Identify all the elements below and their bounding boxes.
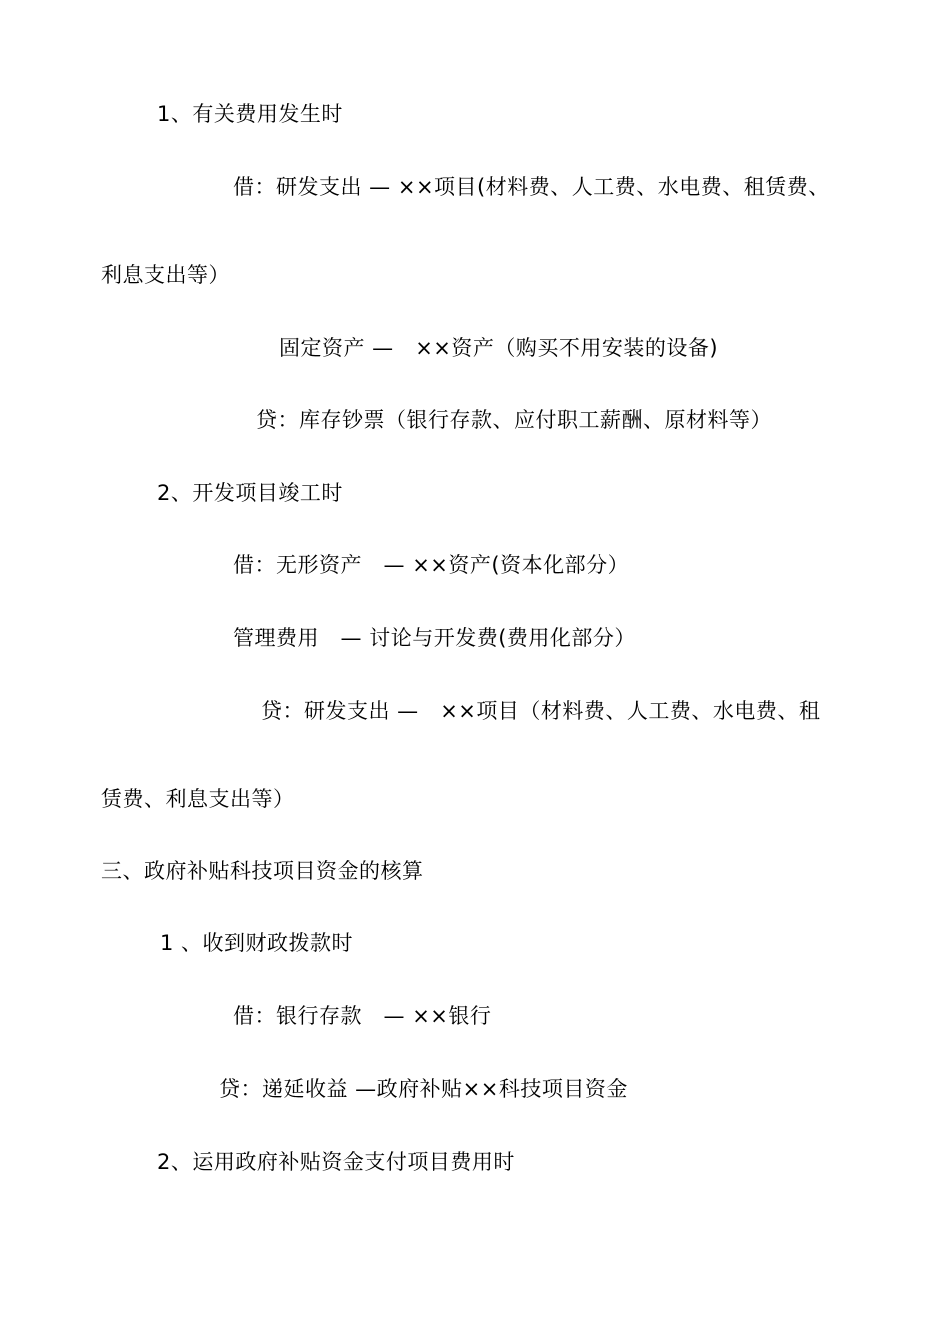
debit-management-expenses: 管理费用 — 讨论与开发费(费用化部分） [233,626,636,650]
debit-bank-deposit: 借：银行存款 — ××银行 [233,1004,492,1028]
credit-deferred-income: 贷：递延收益 —政府补贴××科技项目资金 [219,1077,628,1101]
credit-rd-expenditure-continued: 赁费、利息支出等） [101,787,295,811]
debit-fixed-assets: 固定资产 — ××资产（购买不用安装的设备) [279,336,719,360]
debit-rd-expenditure: 借：研发支出 — ××项目(材料费、人工费、水电费、租赁费、 [233,175,830,199]
credit-rd-expenditure: 贷：研发支出 — ××项目（材料费、人工费、水电费、租 [261,699,821,723]
section-heading-project-completed: 2、开发项目竣工时 [157,481,343,505]
debit-rd-expenditure-continued: 利息支出等） [101,263,230,287]
section-title-government-subsidy: 三、政府补贴科技项目资金的核算 [101,859,424,883]
credit-cash-on-hand: 贷：库存钞票（银行存款、应付职工薪酬、原材料等） [256,408,772,432]
section-heading-pay-project-expenses: 2、运用政府补贴资金支付项目费用时 [157,1150,515,1174]
section-heading-receive-funds: 1 、收到财政拨款时 [160,931,354,955]
section-heading-expense-occurs: 1、有关费用发生时 [157,102,343,126]
debit-intangible-assets: 借：无形资产 — ××资产(资本化部分） [233,553,630,577]
